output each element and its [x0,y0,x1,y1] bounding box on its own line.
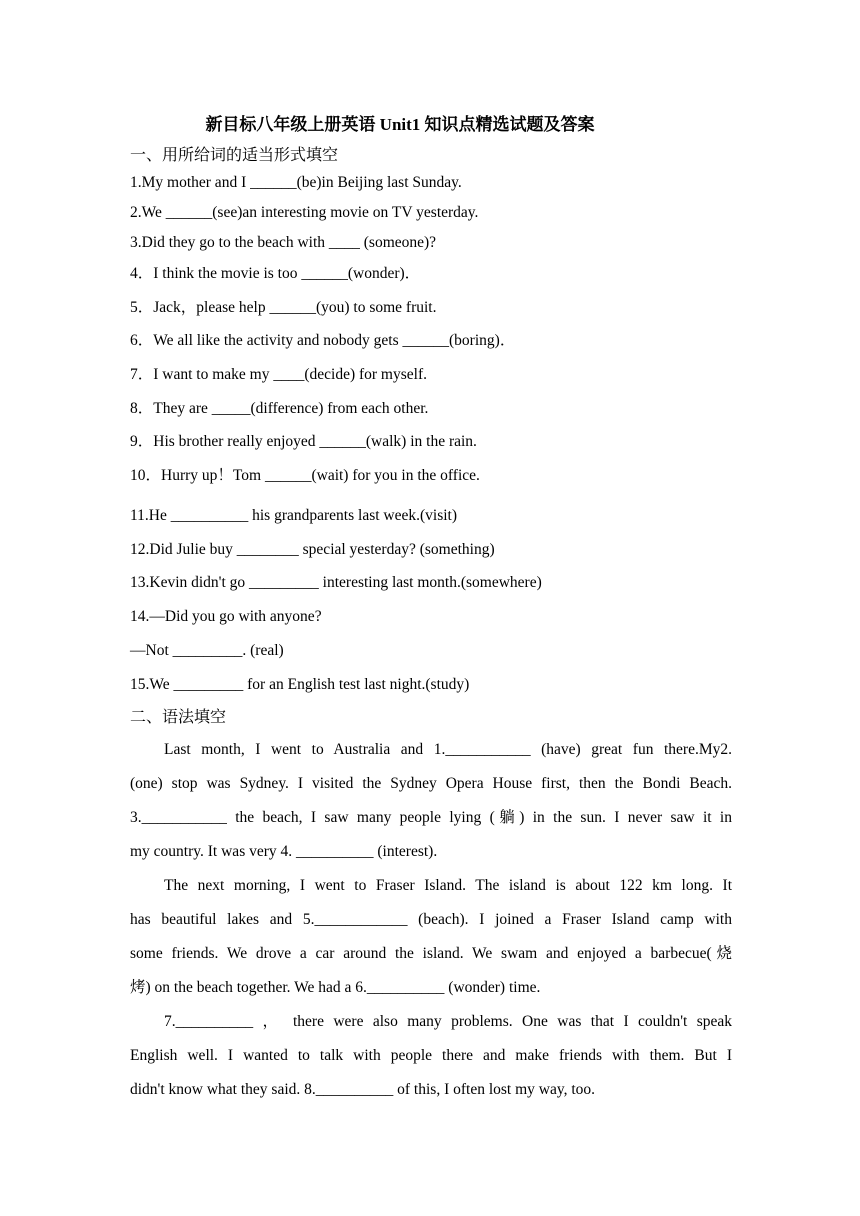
passage-line: my country. It was very 4. __________ (interest). [130,843,438,860]
document-title: 新目标八年级上册英语 Unit1 知识点精选试题及答案 [205,115,595,134]
question-item: 2.We ______(see)an interesting movie on TV yesterday. [130,204,479,221]
question-item: 3.Did they go to the beach with ____ (someone)? [130,234,437,251]
passage-line: 烤) on the beach together. We had a 6.__________ (wonder) time. [130,979,541,996]
question-item: 14.—Did you go with anyone? [130,608,322,625]
question-item: 10．Hurry up！Tom ______(wait) for you in the office. [130,467,480,484]
section-2-heading: 二、语法填空 [130,709,227,726]
question-item: 6．We all like the activity and nobody gets ______(boring)． [130,332,516,349]
question-item: 11.He __________ his grandparents last week.(visit) [130,507,458,524]
passage-line: Last month, I went to Australia and 1.___________ (have) great fun there.My2. [164,741,732,758]
question-item: 1.My mother and I ______(be)in Beijing last Sunday. [130,174,462,191]
question-item: 12.Did Julie buy ________ special yesterday? (something) [130,541,495,558]
question-item: 7．I want to make my ____(decide) for myself. [130,366,427,383]
passage-line: has beautiful lakes and 5.____________ (beach). I joined a Fraser Island camp with [130,911,732,928]
passage-line: (one) stop was Sydney. I visited the Sydney Opera House first, then the Bondi Beach. [130,775,732,792]
question-item: 4．I think the movie is too ______(wonder)． [130,265,421,282]
passage-line: 7.__________ ， there were also many problems. One was that I couldn't speak [164,1013,732,1030]
passage-paragraph-2 [130,869,732,1005]
question-item: 15.We _________ for an English test last night.(study) [130,676,470,693]
question-item: 5．Jack，please help ______(you) to some fruit. [130,299,437,316]
question-item: —Not _________. (real) [130,642,284,659]
question-item: 8．They are _____(difference) from each other. [130,400,429,417]
question-item: 9．His brother really enjoyed ______(walk) in the rain. [130,433,477,450]
section-1-heading: 一、用所给词的适当形式填空 [130,147,339,164]
passage-line: didn't know what they said. 8.__________ of this, I often lost my way, too. [130,1081,596,1098]
passage-paragraph-1 [130,733,732,869]
passage-line: The next morning, I went to Fraser Island. The island is about 122 km long. It [164,877,732,894]
passage-line: 3.___________ the beach, I saw many people lying (躺) in the sun. I never saw it in [130,809,732,826]
passage-line: English well. I wanted to talk with people there and make friends with them. But I [130,1047,732,1064]
passage-paragraph-3 [130,1005,732,1107]
question-item: 13.Kevin didn't go _________ interesting last month.(somewhere) [130,574,542,591]
passage-line: some friends. We drove a car around the island. We swam and enjoyed a barbecue(烧 [130,945,732,962]
